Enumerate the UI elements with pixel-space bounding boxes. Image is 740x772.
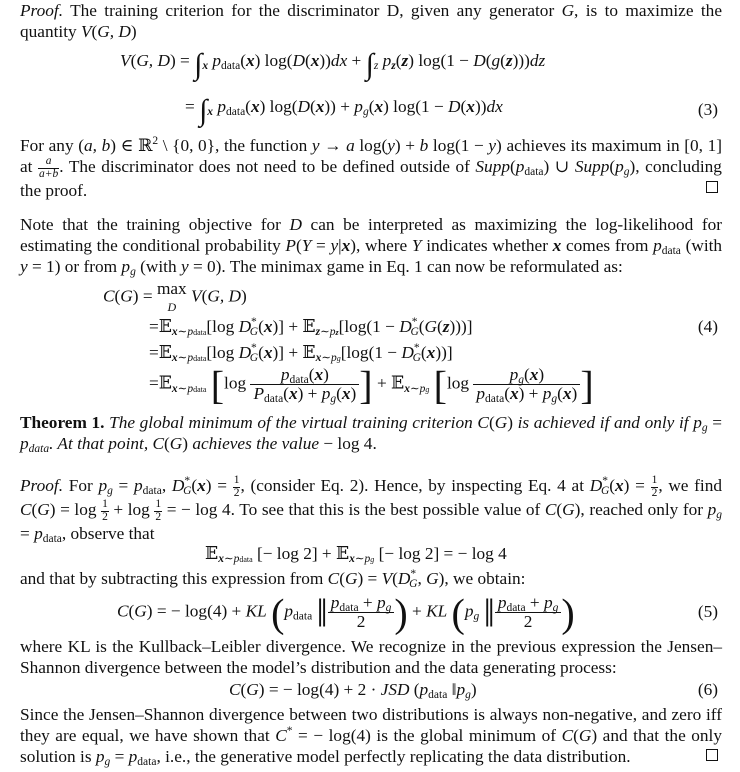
equation-6-number: (6): [697, 680, 718, 699]
proof-2-paragraph: Proof. For $p_g = p_{data}$, $D^*_G(x)$ = $\frac{1}{2}$ , (consider Eq. 2). Hence, by inspecting Eq. 4 at $D^*_G(x)$ = $\frac{1}{2}$ , we find C(G) = log $\frac{1}{2}$ + log $\frac{1}{2}$ = − log 4. To see that this is the best possible value of C(G), reached only for $p_g = p_{data}$, observe that: [20, 474, 723, 546]
final-paragraph: Since the Jensen–Shannon divergence between two distributions is always non-negative, and zero iff they are equal, we have shown that C* = − log(4) is the global minimum of C(G) and that the only solution is $p_g = p_{data}$, i.e., the generative model perfectly replicating the data distribution.: [20, 705, 723, 768]
proof-1-paragraph: Proof. The training criterion for the discriminator D, given any generator G, is to maximize the quantity V(G, D): [20, 1, 722, 41]
expectation-line: 𝔼$_{x\sim pdata}$ [− log 2] + 𝔼$_{x\sim pg}$ [− log 2] = − log 4: [205, 544, 507, 565]
equation-4-line-2: =𝔼$_{x\sim pdata}$[log $D^*_G(x)$] + 𝔼$_{z\sim pz}$[log(1 − $D^*_G(G(z))$)]: [149, 316, 473, 338]
theorem-label: Theorem 1.: [20, 413, 105, 432]
equation-6: C(G) = − log(4) + 2 · JSD ($p_{data}$ $‖p_g$): [229, 680, 477, 701]
equation-5-number: (5): [697, 602, 718, 621]
qed-box-1: [706, 181, 718, 193]
proof-label: Proof.: [20, 1, 64, 20]
theorem-1-paragraph: Theorem 1. The global minimum of the virtual training criterion C(G) is achieved if and only if $p_g = p_{data}$. At that point, C(G) achieves the value − log 4.: [20, 413, 722, 455]
equation-4-number: (4): [697, 317, 718, 336]
proof-1-text-a: The training criterion for the discriminator D, given any generator: [70, 1, 555, 20]
after-eq3-paragraph: For any (a, b) ∈ ℝ$^2$ \ {0, 0}, the function y → a log(y) + b log(1 − y) achieves its maximum in [0, 1] at $\frac{a}{a+b}$ . The discriminator does not need to be defined outside of $Supp(p_{data})$ ∪ $Supp(p_g)$, concluding the proof.: [20, 135, 723, 201]
equation-3-line-1: V(G, $D) = \int_x$ $p_{data}(x) \log(D(x))dx + \int_z$ $p_z(z) \log(1 - D(g(z)))dz$: [120, 48, 546, 81]
qed-box-2: [706, 749, 718, 761]
subtracting-paragraph: and that by subtracting this expression from $C(G) = V(D^*_G$, G), we obtain:: [20, 568, 526, 590]
proof-2-label: Proof.: [20, 476, 64, 495]
equation-4-line-3: =𝔼$_{x\sim pdata}$[log $D^*_G(x)$] + 𝔼$_{x\sim pg}$[log(1 − $D^*_G(x)$)]: [149, 342, 453, 364]
equation-4-line-1: C(G) = max D V(G, D): [103, 279, 247, 315]
kl-paragraph: where KL is the Kullback–Leibler divergence. We recognize in the previous expression the Jensen–Shannon divergence between the model’s distribution and the data generating process:: [20, 637, 722, 677]
equation-3-number: (3): [697, 100, 718, 119]
equation-3-line-2: = $\int_x$ $p_{data}(x) \log(D(x)) + p_g(x) \log(1 - D(x))dx$: [185, 94, 503, 127]
equation-5: C(G) = − log(4) + KL ($p_{data}$ ‖ $\frac{p_{data} + p_g}{2}$ ) + KL ($p_g$ ‖ $\frac{p_{data} + p_g}{2}$ ): [117, 590, 575, 636]
proof-1-text-b: , is to maximize the quantity: [20, 1, 722, 41]
equation-4-line-4: =𝔼$_{x\sim pdata}$ [log $\frac{p_{data}(x)}{P_{data}(x) + p_g(x)}$ ] + 𝔼$_{x\sim pg}$ [log $\frac{p_g(x)}{p_{data}(x) + p_g(x)}$ ]: [149, 362, 594, 408]
note-paragraph: Note that the training objective for D can be interpreted as maximizing the log-likelihood for estimating the conditional probability P(Y = y|x), where Y indicates whether x comes from $p_{data}$ (with y = 1) or from $p_g$ (with y = 0). The minimax game in Eq. 1 can now be reformulated as:: [20, 215, 723, 278]
